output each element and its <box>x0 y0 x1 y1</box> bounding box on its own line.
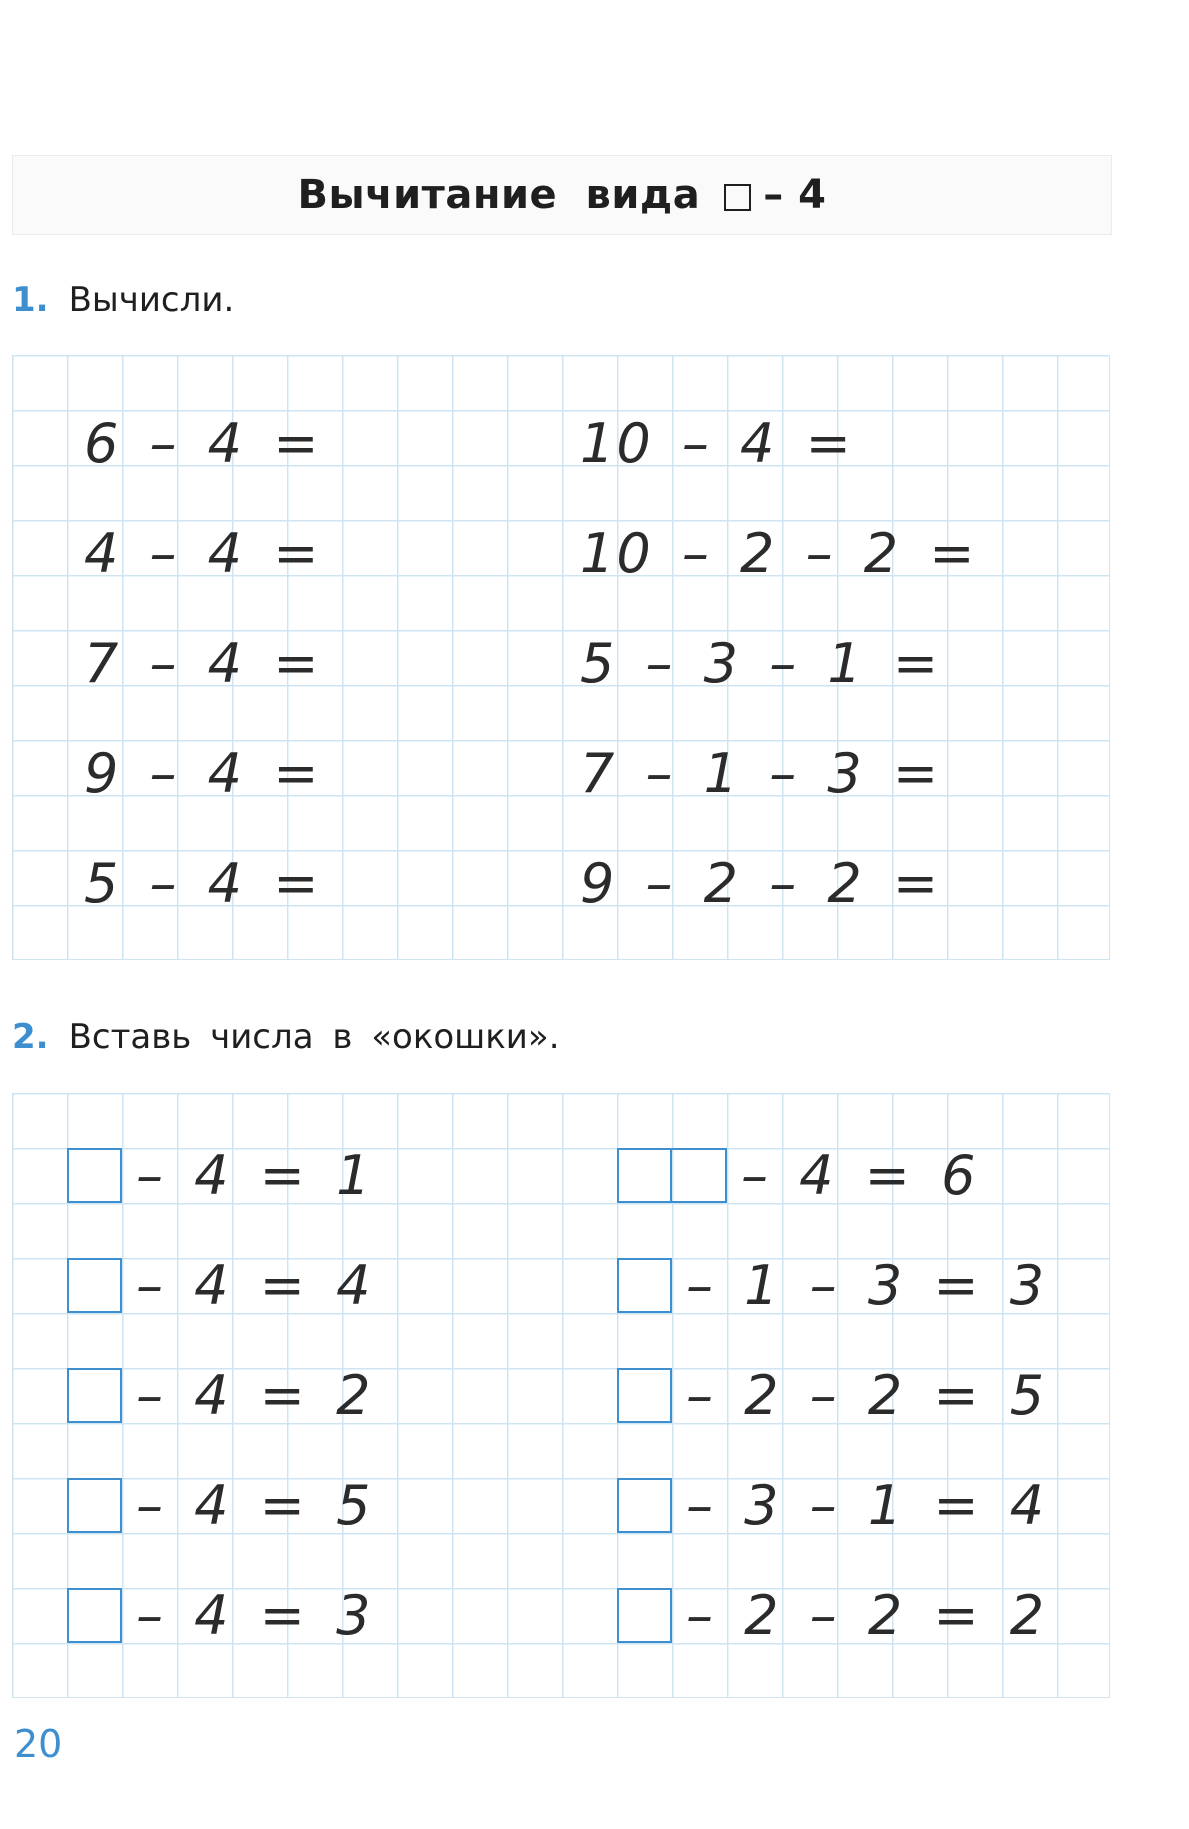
task-2-left-row <box>67 1583 373 1647</box>
task-2-grid <box>12 1093 1110 1698</box>
task-1-left-expression: 7 – 4 = <box>84 632 321 695</box>
task-2-left-expression: – 4 = 3 <box>136 1583 373 1647</box>
task-2-right-row <box>617 1583 1047 1647</box>
task-2-left-expression: – 4 = 2 <box>136 1363 373 1427</box>
answer-box[interactable] <box>67 1148 122 1203</box>
task-1-left-expression: 4 – 4 = <box>84 522 321 585</box>
task-1-instruction: Вычисли. <box>68 280 235 320</box>
task-2-instruction: Вставь числа в «окошки». <box>68 1017 560 1057</box>
task-1-left-expression: 9 – 4 = <box>84 742 321 805</box>
answer-box[interactable] <box>67 1368 122 1423</box>
task-1-left-expression: 6 – 4 = <box>84 412 321 475</box>
task-2-right-expression: – 4 = 6 <box>741 1143 978 1207</box>
task-2-left-row <box>67 1473 373 1537</box>
page-title <box>13 156 1111 234</box>
title-text: Вычитание вида <box>297 172 701 218</box>
task-2-left-row <box>67 1363 373 1427</box>
task-2-right-expression: – 2 – 2 = 5 <box>686 1363 1047 1427</box>
answer-box-tens[interactable] <box>617 1148 672 1203</box>
task-1-heading <box>12 280 234 320</box>
task-2-left-row <box>67 1143 373 1207</box>
task-2-right-expression: – 2 – 2 = 2 <box>686 1583 1047 1647</box>
task-2-right-expression: – 1 – 3 = 3 <box>686 1253 1047 1317</box>
task-2-left-expression: – 4 = 4 <box>136 1253 373 1317</box>
task-1-right-expression: 10 – 2 – 2 = <box>580 522 977 585</box>
task-2-left-row <box>67 1253 373 1317</box>
answer-box[interactable] <box>67 1478 122 1533</box>
task-1-number: 1. <box>12 280 49 320</box>
task-2-right-row <box>617 1473 1047 1537</box>
task-1-right-expression: 10 – 4 = <box>580 412 853 475</box>
answer-box[interactable] <box>67 1258 122 1313</box>
answer-box[interactable] <box>617 1478 672 1533</box>
page-number: 20 <box>14 1722 63 1766</box>
answer-box[interactable] <box>617 1588 672 1643</box>
task-1-right-expression: 7 – 1 – 3 = <box>580 742 941 805</box>
task-1-right-expression: 5 – 3 – 1 = <box>580 632 941 695</box>
task-2-number: 2. <box>12 1017 49 1057</box>
answer-box[interactable] <box>67 1588 122 1643</box>
answer-box[interactable] <box>617 1368 672 1423</box>
answer-box[interactable] <box>617 1258 672 1313</box>
task-2-right-expression: – 3 – 1 = 4 <box>686 1473 1047 1537</box>
task-2-left-expression: – 4 = 5 <box>136 1473 373 1537</box>
task-2-right-row <box>617 1143 978 1207</box>
title-tail: – 4 <box>763 172 827 218</box>
task-1-left-expression: 5 – 4 = <box>84 852 321 915</box>
task-2-right-row <box>617 1253 1047 1317</box>
title-box-icon <box>724 184 751 211</box>
task-2-left-expression: – 4 = 1 <box>136 1143 373 1207</box>
task-2-heading <box>12 1017 560 1057</box>
title-bar <box>12 155 1112 235</box>
answer-box-ones[interactable] <box>672 1148 727 1203</box>
task-2-right-row <box>617 1363 1047 1427</box>
task-1-right-expression: 9 – 2 – 2 = <box>580 852 941 915</box>
task-1-grid <box>12 355 1110 960</box>
